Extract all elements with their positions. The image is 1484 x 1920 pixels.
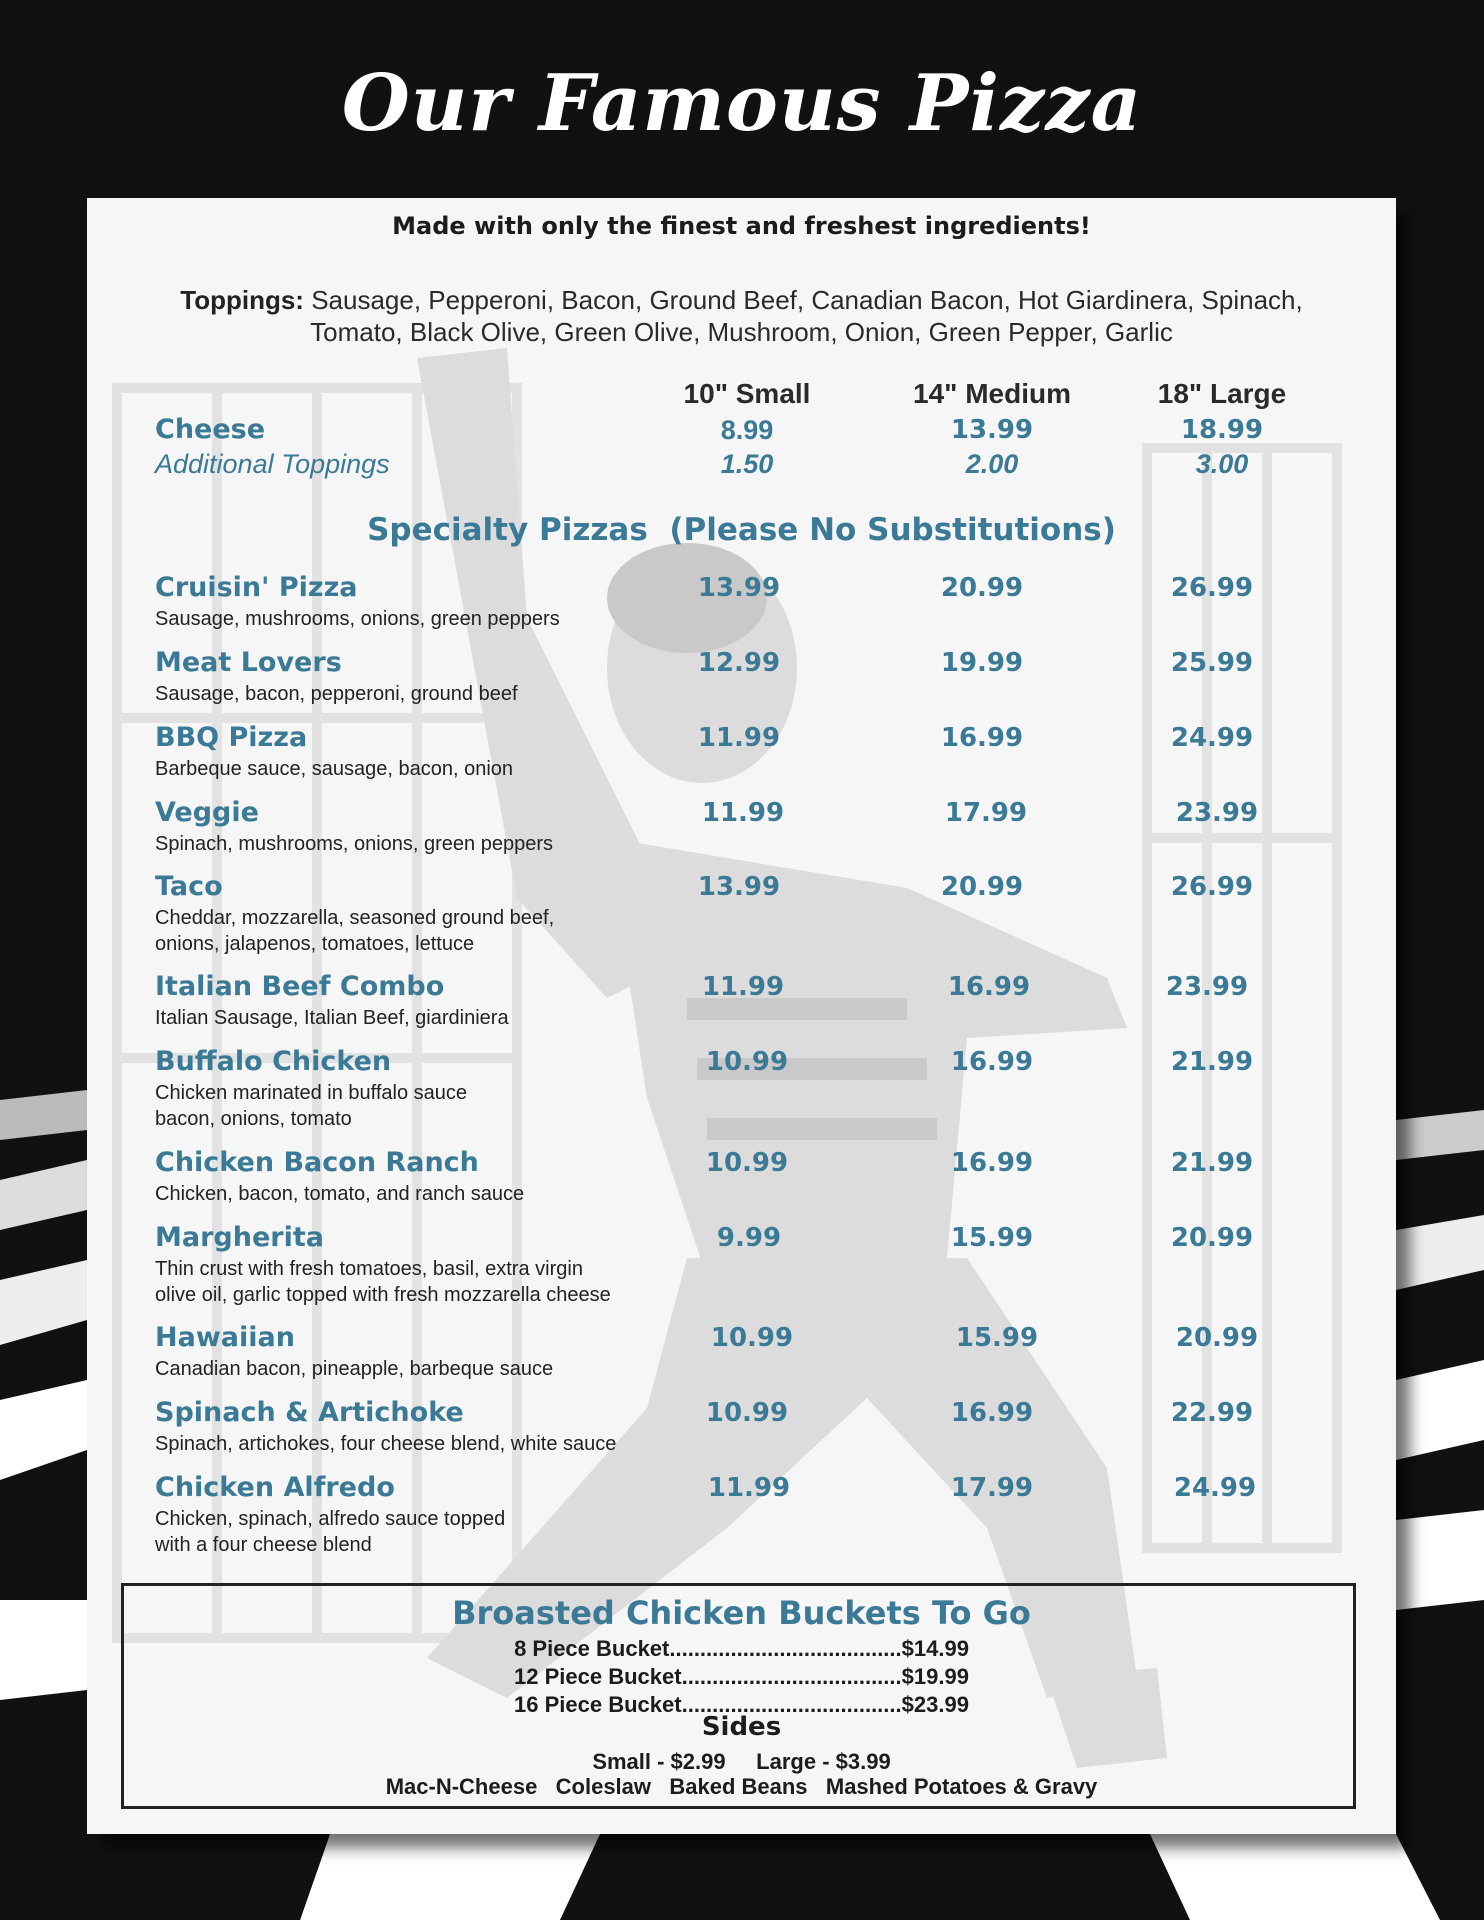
pizza-price-medium: 20.99	[940, 573, 1024, 603]
pizza-description: Chicken marinated in buffalo sauce	[155, 1082, 468, 1104]
pizza-price-small: 10.99	[705, 1047, 789, 1077]
cheese-price-large: 18.99	[1180, 415, 1264, 445]
pizza-price-medium: 19.99	[940, 648, 1024, 678]
pizza-price-medium: 15.99	[950, 1223, 1034, 1253]
pizza-description: Thin crust with fresh tomatoes, basil, extra virgin	[155, 1258, 583, 1280]
pizza-price-medium: 16.99	[947, 972, 1031, 1002]
additional-toppings-label: Additional Toppings	[155, 449, 390, 479]
pizza-price-medium: 15.99	[955, 1323, 1039, 1353]
toppings-list	[147, 284, 1336, 348]
specialty-title: Specialty Pizzas (Please No Substitutions)	[367, 512, 1116, 548]
pizza-description: Chicken, bacon, tomato, and ranch sauce	[155, 1183, 525, 1205]
pizza-description: olive oil, garlic topped with fresh mozzarella cheese	[155, 1284, 611, 1306]
pizza-name: Taco	[155, 871, 223, 902]
pizza-name: Hawaiian	[155, 1322, 295, 1353]
toppings-label: Toppings:	[180, 285, 304, 315]
pizza-description: Canadian bacon, pineapple, barbeque sauce	[155, 1358, 554, 1380]
bucket-16-piece: 16 Piece Bucket....................................$23.99	[514, 1692, 969, 1717]
pizza-price-large: 26.99	[1170, 872, 1254, 902]
pizza-price-large: 21.99	[1170, 1148, 1254, 1178]
pizza-description: onions, jalapenos, tomatoes, lettuce	[155, 933, 475, 955]
pizza-description: Chicken, spinach, alfredo sauce topped	[155, 1508, 506, 1530]
sides-prices: Small - $2.99 Large - $3.99	[592, 1749, 891, 1774]
toppings-price-large: 3.00	[1195, 449, 1249, 479]
size-header-medium: 14" Medium	[913, 378, 1071, 409]
pizza-name: Chicken Alfredo	[155, 1472, 395, 1503]
pizza-price-small: 11.99	[707, 1473, 791, 1503]
pizza-name: Veggie	[155, 797, 259, 828]
pizza-description: Barbeque sauce, sausage, bacon, onion	[155, 758, 514, 780]
pizza-price-medium: 16.99	[950, 1047, 1034, 1077]
pizza-description: bacon, onions, tomato	[155, 1108, 352, 1130]
pizza-name: BBQ Pizza	[155, 722, 308, 753]
pizza-price-small: 12.99	[697, 648, 781, 678]
pizza-description: Sausage, mushrooms, onions, green peppers	[155, 608, 560, 630]
pizza-price-large: 20.99	[1175, 1323, 1259, 1353]
size-header-large: 18" Large	[1157, 378, 1287, 409]
pizza-price-large: 21.99	[1170, 1047, 1254, 1077]
sides-title: Sides	[701, 1712, 782, 1742]
toppings-text: Sausage, Pepperoni, Bacon, Ground Beef, Canadian Bacon, Hot Giardinera, Spinach,	[311, 285, 1303, 315]
pizza-price-large: 24.99	[1170, 723, 1254, 753]
pizza-price-large: 20.99	[1170, 1223, 1254, 1253]
pizza-price-large: 26.99	[1170, 573, 1254, 603]
bucket-12-piece: 12 Piece Bucket....................................$19.99	[514, 1664, 969, 1689]
pizza-price-small: 11.99	[697, 723, 781, 753]
menu-card	[87, 198, 1396, 1834]
pizza-price-small: 10.99	[705, 1398, 789, 1428]
pizza-description: with a four cheese blend	[155, 1534, 372, 1556]
pizza-price-medium: 17.99	[944, 798, 1028, 828]
bucket-8-piece: 8 Piece Bucket......................................$14.99	[514, 1636, 969, 1661]
pizza-price-small: 9.99	[716, 1223, 782, 1253]
pizza-price-small: 10.99	[705, 1148, 789, 1178]
tagline: Made with only the finest and freshest ingredients!	[392, 212, 1091, 240]
pizza-price-large: 25.99	[1170, 648, 1254, 678]
pizza-name: Cruisin' Pizza	[155, 572, 358, 603]
cheese-price-medium: 13.99	[950, 415, 1034, 445]
pizza-price-medium: 16.99	[950, 1148, 1034, 1178]
pizza-description: Italian Sausage, Italian Beef, giardiniera	[155, 1007, 509, 1029]
chicken-title: Broasted Chicken Buckets To Go	[452, 1594, 1031, 1632]
pizza-description: Spinach, artichokes, four cheese blend, white sauce	[155, 1433, 617, 1455]
pizza-price-large: 23.99	[1175, 798, 1259, 828]
toppings-text-2: Tomato, Black Olive, Green Olive, Mushroom, Onion, Green Pepper, Garlic	[310, 317, 1173, 347]
pizza-price-medium: 16.99	[940, 723, 1024, 753]
chicken-buckets-box	[121, 1583, 1356, 1809]
pizza-description: Spinach, mushrooms, onions, green peppers	[155, 833, 554, 855]
cheese-label: Cheese	[155, 414, 266, 445]
pizza-price-medium: 20.99	[940, 872, 1024, 902]
pizza-price-small: 10.99	[710, 1323, 794, 1353]
menu-title: Our Famous Pizza	[341, 58, 1143, 149]
pizza-description: Sausage, bacon, pepperoni, ground beef	[155, 683, 518, 705]
pizza-price-large: 24.99	[1173, 1473, 1257, 1503]
pizza-name: Italian Beef Combo	[155, 971, 445, 1002]
cheese-price-small: 8.99	[720, 415, 774, 445]
pizza-price-small: 11.99	[701, 798, 785, 828]
pizza-price-small: 13.99	[697, 872, 781, 902]
pizza-description: Cheddar, mozzarella, seasoned ground beef,	[155, 907, 555, 929]
pizza-name: Buffalo Chicken	[155, 1046, 392, 1077]
pizza-price-medium: 16.99	[950, 1398, 1034, 1428]
toppings-price-medium: 2.00	[965, 449, 1019, 479]
pizza-price-large: 23.99	[1165, 972, 1249, 1002]
pizza-price-small: 13.99	[697, 573, 781, 603]
toppings-price-small: 1.50	[720, 449, 774, 479]
pizza-price-small: 11.99	[701, 972, 785, 1002]
pizza-price-medium: 17.99	[950, 1473, 1034, 1503]
pizza-name: Meat Lovers	[155, 647, 342, 678]
pizza-price-large: 22.99	[1170, 1398, 1254, 1428]
pizza-name: Margherita	[155, 1222, 324, 1253]
sides-items: Mac-N-Cheese Coleslaw Baked Beans Mashed Potatoes & Gravy	[385, 1774, 1098, 1799]
pizza-name: Chicken Bacon Ranch	[155, 1147, 479, 1178]
pizza-name: Spinach & Artichoke	[155, 1397, 464, 1428]
size-header-small: 10" Small	[683, 378, 811, 409]
